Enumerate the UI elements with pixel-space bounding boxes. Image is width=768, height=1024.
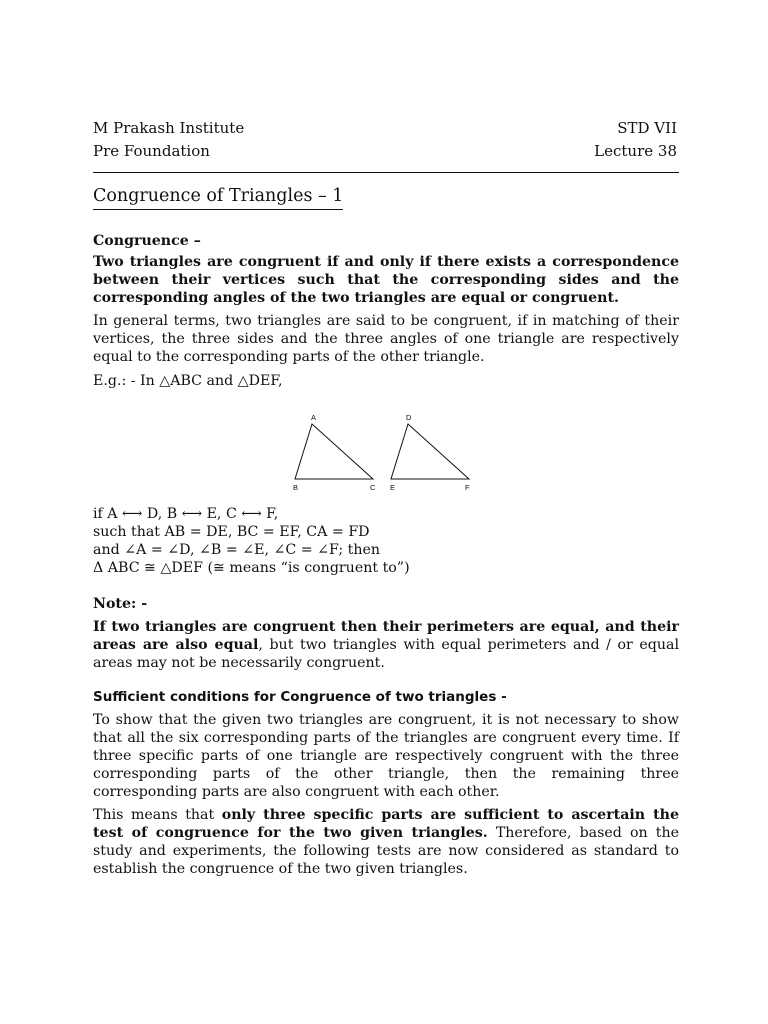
header-rule	[93, 172, 679, 173]
sufficient-paragraph-1: To show that the given two triangles are congruent, it is not necessary to show that all the six corresponding parts of the triangles are congruent every time. If three specific parts of one triangle are respectively congruent with the three corresponding parts of the other triangle, then the remaining three corresponding parts are also congruent with each other.	[93, 712, 679, 800]
correspondence-line-3: and ∠A = ∠D, ∠B = ∠E, ∠C = ∠F; then	[93, 542, 381, 558]
triangle-abc	[295, 424, 373, 479]
note-bold-text: If two triangles are congruent then their perimeters are equal, and their areas are also equal	[93, 619, 679, 653]
correspondence-line-4: Δ ABC ≅ △DEF (≅ means “is congruent to”)	[93, 560, 410, 576]
correspondence-line-1: if A ⟷ D, B ⟷ E, C ⟷ F,	[93, 506, 279, 522]
std-label: STD VII	[617, 119, 677, 137]
note-rest-text: , but two triangles with equal perimeters and / or equal areas may not be necessarily congruent.	[93, 637, 679, 671]
para2-bold: only three specific parts are sufficient to ascertain the test of congruence for the two given triangles.	[93, 807, 679, 841]
lecture-label: Lecture 38	[594, 142, 677, 160]
triangle-def	[391, 424, 469, 479]
vertex-label-f: F	[465, 483, 470, 492]
para2-start: This means that	[93, 807, 222, 823]
general-terms-paragraph: In general terms, two triangles are said to be congruent, if in matching of their vertices, the three sides and the three angles of one triangle are respectively equal to the corresponding parts of the other triangle.	[93, 313, 679, 365]
course-name: Pre Foundation	[93, 142, 210, 160]
correspondence-line-2: such that AB = DE, BC = EF, CA = FD	[93, 524, 370, 540]
vertex-label-c: C	[370, 483, 376, 492]
sufficient-paragraph-2	[93, 806, 679, 878]
congruence-heading: Congruence –	[93, 233, 201, 249]
institute-name: M Prakash Institute	[93, 119, 245, 137]
vertex-label-e: E	[390, 483, 396, 492]
vertex-label-b: B	[293, 483, 299, 492]
triangles-figure	[285, 408, 485, 496]
vertex-label-d: D	[406, 413, 412, 422]
congruence-definition: Two triangles are congruent if and only if there exists a correspondence between their vertices such that the corresponding sides and the corresponding angles of the two triangles are equal or congruent.	[93, 254, 679, 306]
para2-end: Therefore, based on the study and experiments, the following tests are now considered as standard to establish the congruence of the two given triangles.	[93, 825, 679, 877]
note-heading: Note: -	[93, 596, 148, 612]
example-intro: E.g.: - In △ABC and △DEF,	[93, 373, 283, 389]
page-title: Congruence of Triangles – 1	[93, 187, 343, 210]
sufficient-heading: Sufficient conditions for Congruence of two triangles -	[93, 689, 507, 705]
vertex-label-a: A	[311, 413, 317, 422]
note-paragraph	[93, 618, 679, 672]
